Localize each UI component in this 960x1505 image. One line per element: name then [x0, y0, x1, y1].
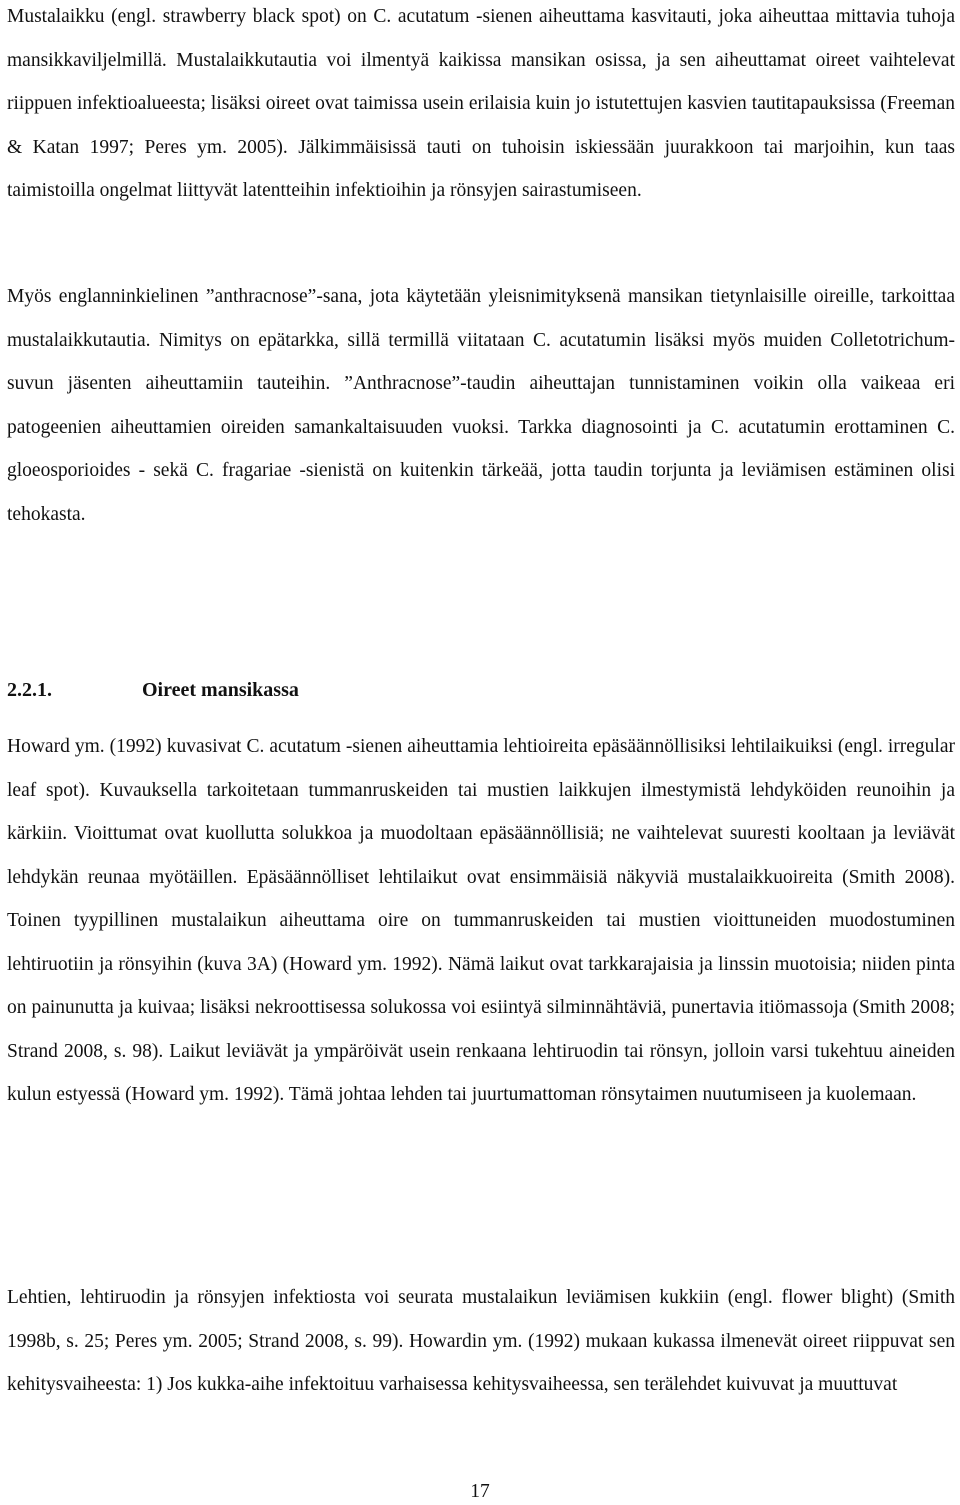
section-heading — [7, 670, 299, 710]
section-number: 2.2.1. — [7, 679, 52, 701]
paragraph-flower-blight: Lehtien, lehtiruodin ja rönsyjen infektiosta voi seurata mustalaikun leviämisen kukkiin (engl. flower blight) (Smith 1998b, s. 25; Peres ym. 2005; Strand 2008, s. 99). Howardin ym. (1992) mukaan kukassa ilmenevät oireet riippuvat sen kehitysvaiheesta: 1) Jos kukka-aihe infektoituu varhaisessa kehitysvaiheessa, sen terälehdet kuivuvat ja muuttuvat — [7, 1287, 955, 1395]
section-title: Oireet mansikassa — [142, 679, 299, 701]
paragraph-leaf-symptoms: Howard ym. (1992) kuvasivat C. acutatum -sienen aiheuttamia lehtioireita epäsäännöllisiksi lehtilaikuiksi (engl. irregular leaf spot). Kuvauksella tarkoitetaan tummanruskeiden tai mustien laikkujen ilmestymistä lehdyköiden reunoihin ja kärkiin. Vioittumat ovat kuollutta solukkoa ja muodoltaan epäsäännöllisiä; ne vaihtelevat suuresti kooltaan ja leviävät lehdykän reunaa myötäillen. Epäsäännölliset lehtilaikut ovat ensimmäisiä näkyviä mustalaikkuoireita (Smith 2008). Toinen tyypillinen mustalaikun aiheuttama oire on tummanruskeiden tai mustien vioittuneiden muodostuminen lehtiruotiin ja rönsyihin (kuva 3A) (Howard ym. 1992). Nämä laikut ovat tarkkarajaisia ja linssin muotoisia; niiden pinta on painunutta ja kuivaa; lisäksi nekroottisessa solukossa voi esiintyä silminnähtäviä, punertavia itiömassoja (Smith 2008; Strand 2008, s. 98). Laikut leviävät ja ympäröivät usein renkaana lehtiruodin tai rönsyn, jolloin varsi tukehtuu aineiden kulun estyessä (Howard ym. 1992). Tämä johtaa lehden tai juurtumattoman rönsytaimen nuutumiseen ja kuolemaan. — [7, 736, 955, 1105]
paragraph-strawberry-black-spot: Mustalaikku (engl. strawberry black spot) on C. acutatum -sienen aiheuttama kasvitauti, joka aiheuttaa mittavia tuhoja mansikkaviljelmillä. Mustalaikkutautia voi ilmentyä kaikissa mansikan osissa, ja sen aiheuttamat oireet vaihtelevat riippuen infektioalueesta; lisäksi oireet ovat taimissa usein erilaisia kuin jo istutettujen kasvien tautitapauksissa (Freeman & Katan 1997; Peres ym. 2005). Jälkimmäisissä tauti on tuhoisin iskiessään juurakkoon tai marjoihin, kun taas taimistoilla ongelmat liittyvät latentteihin infektioihin ja rönsyjen sairastumiseen. — [7, 6, 955, 201]
paragraph-anthracnose: Myös englanninkielinen ”anthracnose”-sana, jota käytetään yleisnimityksenä mansikan tietynlaisille oireille, tarkoittaa mustalaikkutautia. Nimitys on epätarkka, sillä termillä viitataan C. acutatumin lisäksi myös muiden Colletotrichum-suvun jäsenten aiheuttamiin tauteihin. ”Anthracnose”-taudin aiheuttajan tunnistaminen voikin olla vaikeaa eri patogeenien aiheuttamien oireiden samankaltaisuuden vuoksi. Tarkka diagnosointi ja C. acutatumin erottaminen C. gloeosporioides - sekä C. fragariae -sienistä on kuitenkin tärkeää, jotta taudin torjunta ja leviämisen estäminen olisi tehokasta. — [7, 286, 955, 525]
page-number: 17 — [470, 1481, 490, 1502]
